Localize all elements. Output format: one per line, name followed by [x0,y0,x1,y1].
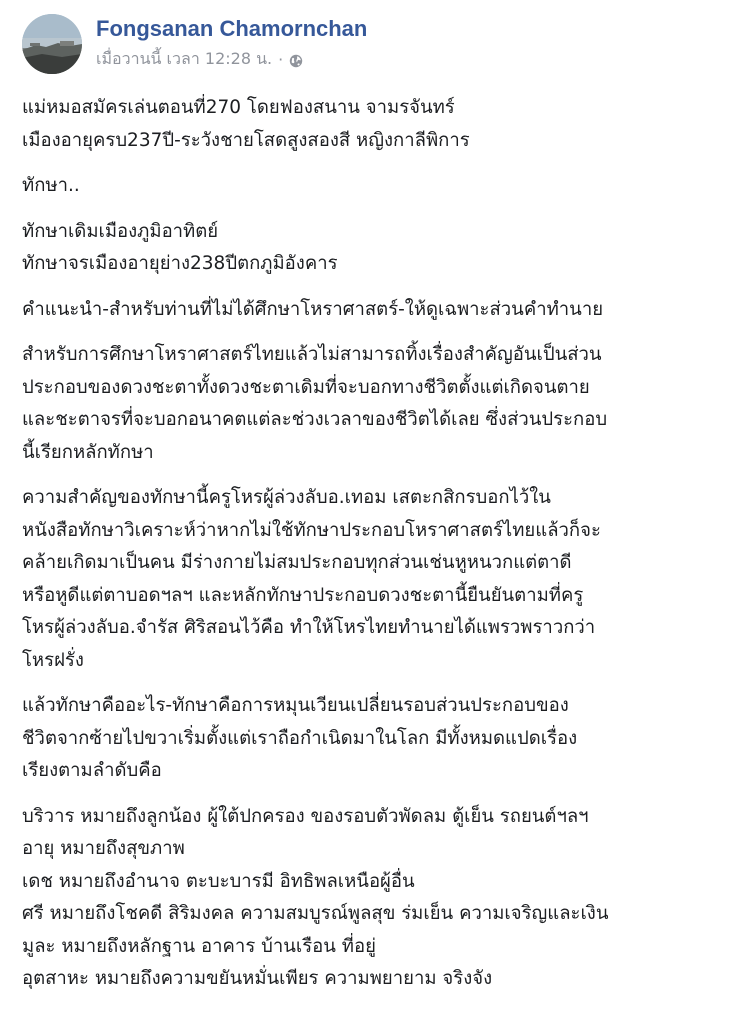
post-paragraph [22,216,744,281]
post-text-line: ศรี หมายถึงโชคดี สิริมงคล ความสมบูรณ์พูลสุข ร่มเย็น ความเจริญและเงิน [22,903,609,924]
author-name-link[interactable]: Fongsanan Chamornchan [96,16,368,41]
post-text-line: โหรผู้ล่วงลับอ.จำรัส ศิริสอนไว้คือ ทำให้โหรไทยทำนายได้แพรวพราวกว่า [22,617,596,638]
post-text-line: เมืองอายุครบ237ปี-ระวังชายโสดสูงสองสี หญิงกาลีพิการ [22,129,470,151]
post-text-line: โหรฝรั่ง [22,649,84,671]
post-text-line: ทักษาจรเมืองอายุย่าง238ปีตกภูมิอังคาร [22,253,338,274]
author-avatar[interactable] [22,14,82,74]
post-paragraph [22,690,744,788]
post-text-line: หนังสือทักษาวิเคราะห์ว่าหากไม่ใช้ทักษาประกอบโหราศาสตร์ไทยแล้วก็จะ [22,519,601,541]
post-header [22,14,722,84]
post-text-line: แม่หมอสมัครเล่นตอนที่270 โดยฟองสนาน จามรจันทร์ [22,97,455,118]
post-meta [96,47,303,72]
post-text-line: ทักษาเดิมเมืองภูมิอาทิตย์ [22,220,219,242]
post-text-line: หรือหูดีแต่ตาบอดฯลฯ และหลักทักษาประกอบดวงชะตานี้ยืนยันตามที่ครู [22,584,584,606]
post-text-line: แล้วทักษาคืออะไร-ทักษาคือการหมุนเวียนเปลี่ยนรอบส่วนประกอบของ [22,695,569,716]
post-text-line: ชีวิตจากซ้ายไปขวาเริ่มตั้งแต่เราถือกำเนิดมาในโลก มีทั้งหมดแปดเรื่อง [22,727,578,749]
post-text-line: อุตสาหะ หมายถึงความขยันหมั่นเพียร ความพยายาม จริงจัง [22,968,493,989]
post-text-line: ประกอบของดวงชะตาทั้งดวงชะตาเดิมที่จะบอกทางชีวิตตั้งแต่เกิดจนตาย [22,376,590,398]
post-text-line: มูละ หมายถึงหลักฐาน อาคาร บ้านเรือน ที่อยู่ [22,935,376,957]
post-text-line: สำหรับการศึกษาโหราศาสตร์ไทยแล้วไม่สามารถทิ้งเรื่องสำคัญอันเป็นส่วน [22,344,602,365]
post-paragraph [22,339,744,469]
post-paragraph [22,170,744,203]
meta-separator: · [278,50,284,69]
post-text-line: และชะตาจรที่จะบอกอนาคตแต่ละช่วงเวลาของชีวิตได้เลย ซึ่งส่วนประกอบ [22,409,608,430]
post-paragraph [22,801,744,996]
post-paragraph [22,294,744,327]
post-text-line: อายุ หมายถึงสุขภาพ [22,838,185,859]
globe-icon[interactable] [289,53,303,67]
post-text-line: คล้ายเกิดมาเป็นคน มีร่างกายไม่สมประกอบทุกส่วนเช่นหูหนวกแต่ตาดี [22,552,572,573]
post-text-line: บริวาร หมายถึงลูกน้อง ผู้ใต้ปกครอง ของรอบตัวพัดลม ตู้เย็น รถยนต์ฯลฯ [22,805,589,827]
post-text-line: เดช หมายถึงอำนาจ ตะบะบารมี อิทธิพลเหนือผู้อื่น [22,870,415,892]
post-timestamp[interactable]: เมื่อวานนี้ เวลา 12:28 น. [96,49,273,68]
avatar-landscape-image [22,14,82,74]
post-text-line: ความสำคัญของทักษานี้ครูโหรผู้ล่วงลับอ.เทอม เสตะกสิกรบอกไว้ใน [22,487,551,508]
post-paragraph [22,482,744,677]
post-text-line: นี้เรียกหลักทักษา [22,441,154,463]
post-text-line: คำแนะนำ-สำหรับท่านที่ไม่ได้ศึกษาโหราศาสตร์-ให้ดูเฉพาะส่วนคำทำนาย [22,298,604,320]
post-text-line: เรียงตามลำดับคือ [22,760,162,781]
post-text-line: ทักษา.. [22,175,80,196]
post-body-text [22,92,744,1009]
post-paragraph [22,92,744,157]
